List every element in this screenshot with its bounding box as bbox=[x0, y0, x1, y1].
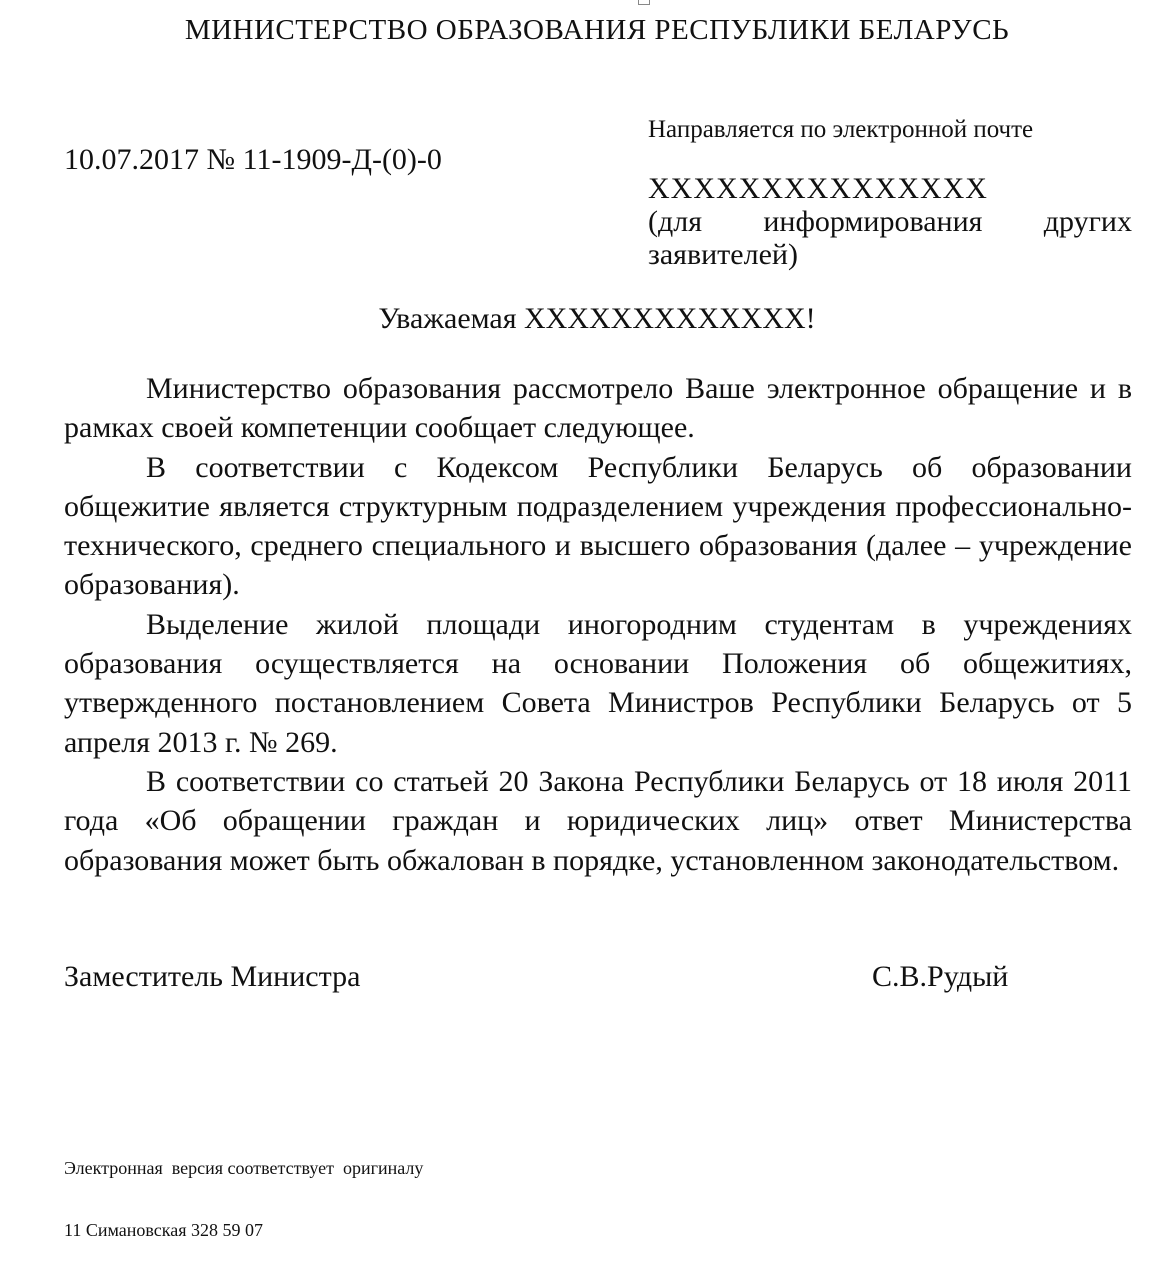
salutation: Уважаемая XXXXXXXXXXXXX! bbox=[378, 302, 816, 335]
body-paragraph: Министерство образования рассмотрело Ваше электронное обращение и в рамках своей компетенции сообщает следующее. bbox=[64, 372, 1132, 445]
letter-body bbox=[64, 369, 1132, 880]
page-top-marker bbox=[638, 0, 650, 5]
addressee-name: XXXXXXXXXXXXXXX bbox=[648, 172, 988, 205]
footer-note: Электронная версия соответствует оригиналу bbox=[64, 1158, 424, 1178]
signature-name: С.В.Рудый bbox=[872, 960, 1009, 993]
document-number: 10.07.2017 № 11-1909-Д-(0)-0 bbox=[64, 143, 442, 176]
addressee-block bbox=[648, 172, 1132, 271]
footer-contact: 11 Симановская 328 59 07 bbox=[64, 1220, 263, 1240]
body-paragraph: Выделение жилой площади иногородним студентам в учреждениях образования осуществляется на основании Положения об общежитиях, утвержденного постановлением Совета Министров Республики Беларусь от 5 апреля 2013 г. № 269. bbox=[64, 607, 1132, 759]
delivery-note: Направляется по электронной почте bbox=[648, 116, 1034, 143]
ministry-header: МИНИСТЕРСТВО ОБРАЗОВАНИЯ РЕСПУБЛИКИ БЕЛАРУСЬ bbox=[184, 14, 1010, 46]
addressee-note: (для информирования других заявителей) bbox=[648, 205, 1132, 271]
body-paragraph: В соответствии с Кодексом Республики Беларусь об образовании общежитие является структурным подразделением учреждения профессионально-технического, среднего специального и высшего образования (далее – учреждение образования). bbox=[64, 450, 1132, 602]
signature-title: Заместитель Министра bbox=[64, 960, 361, 993]
body-paragraph: В соответствии со статьей 20 Закона Республики Беларусь от 18 июля 2011 года «Об обращении граждан и юридических лиц» ответ Министерства образования может быть обжалован в порядке, установленном законодательством. bbox=[64, 764, 1132, 877]
